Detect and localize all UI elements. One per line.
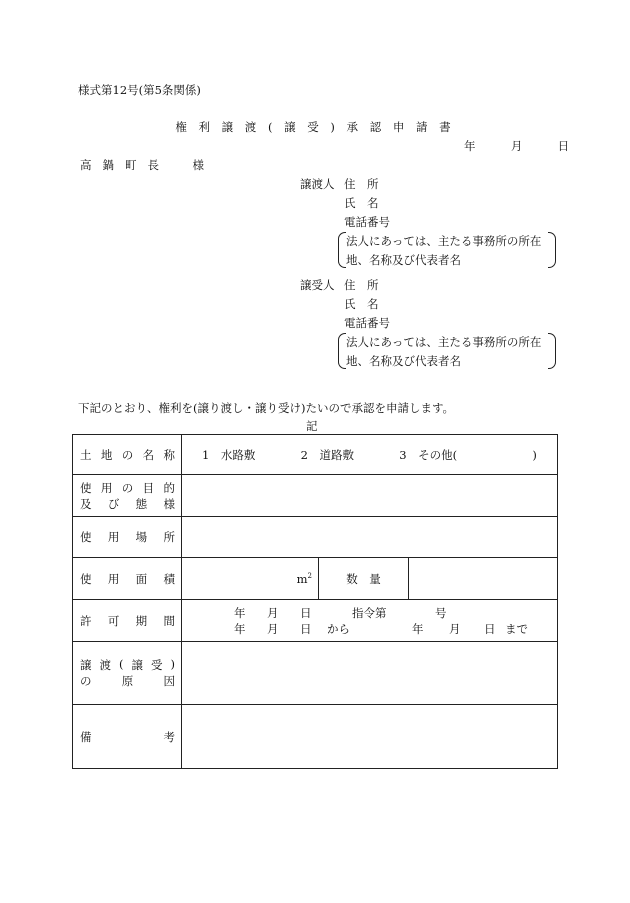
row-reason [73, 642, 558, 705]
remarks-right: 考 [163, 729, 175, 744]
assignee-corporate-note [338, 333, 556, 369]
period-day: 日 [300, 605, 312, 620]
option-other[interactable]: 3 その他( [399, 447, 458, 462]
request-sentence: 下記のとおり、権利を(譲り渡し・譲り受け)たいので承認を申請します。 [78, 401, 455, 415]
ki-heading: 記 [306, 419, 318, 433]
period-to-month: 月 [449, 621, 461, 636]
assignor-label: 譲渡人 [300, 177, 335, 191]
assignee-address-label: 住 所 [344, 278, 379, 292]
row-place [73, 517, 558, 558]
area-label: 使 用 面 積 [73, 558, 182, 600]
period-from-month: 月 [267, 621, 279, 636]
form-number: 様式第12号(第5条関係) [78, 83, 201, 97]
date-month: 月 [510, 139, 523, 153]
land-options[interactable] [182, 435, 558, 475]
assignor-address-label: 住 所 [344, 177, 379, 191]
assignor-note-line1: 法人にあっては、主たる事務所の所在 [346, 234, 542, 248]
quantity-field[interactable] [409, 558, 558, 600]
period-until: まで [505, 621, 528, 636]
date-line [464, 138, 569, 154]
remarks-label [73, 705, 182, 769]
assignee-phone-label: 電話番号 [344, 316, 390, 330]
land-name-label-text: 土 地 の 名 称 [80, 447, 175, 462]
place-label: 使 用 場 所 [73, 517, 182, 558]
period-field[interactable] [182, 600, 558, 642]
option-road[interactable]: 2 道路敷 [300, 447, 354, 462]
assignor-phone-label: 電話番号 [344, 215, 390, 229]
place-field[interactable] [182, 517, 558, 558]
purpose-label: 使 用 の 目 的 及 び 態 様 [73, 475, 182, 517]
period-to-year: 年 [412, 621, 424, 636]
period-from: から [327, 621, 350, 636]
assignor-note-line2: 地、名称及び代表者名 [346, 253, 461, 267]
assignee-note-line2: 地、名称及び代表者名 [346, 354, 461, 368]
area-unit: m [296, 571, 308, 586]
purpose-field[interactable] [182, 475, 558, 517]
assignee-label: 譲受人 [300, 278, 335, 292]
row-purpose [73, 475, 558, 517]
reason-label: 譲 渡 ( 譲 受 ) の 原 因 [73, 642, 182, 705]
row-area [73, 558, 558, 600]
date-year: 年 [464, 139, 476, 153]
period-year: 年 [234, 605, 246, 620]
assignor-name-label: 氏 名 [344, 196, 379, 210]
period-label: 許 可 期 間 [73, 600, 182, 642]
remarks-field[interactable] [182, 705, 558, 769]
option-waterway[interactable]: 1 水路敷 [202, 447, 256, 462]
quantity-label: 数 量 [319, 558, 409, 600]
reason-field[interactable] [182, 642, 558, 705]
area-unit-sup: 2 [307, 571, 312, 580]
period-from-year: 年 [234, 621, 246, 636]
row-remarks [73, 705, 558, 769]
period-order: 指令第 [352, 605, 387, 620]
assignee-note-line1: 法人にあっては、主たる事務所の所在 [346, 335, 542, 349]
assignee-name-label: 氏 名 [344, 297, 379, 311]
period-month: 月 [267, 605, 279, 620]
period-number: 号 [435, 605, 447, 620]
recipient: 高鍋町長 様 [80, 158, 215, 172]
area-field[interactable] [182, 558, 319, 600]
remarks-left: 備 [80, 729, 92, 744]
period-from-day: 日 [300, 621, 312, 636]
assignor-corporate-note [338, 232, 556, 268]
land-name-label [73, 435, 182, 475]
date-day: 日 [557, 139, 570, 153]
row-period [73, 600, 558, 642]
option-other-close: ) [532, 447, 537, 462]
document-title: 権 利 譲 渡 ( 譲 受 ) 承 認 申 請 書 [175, 120, 455, 134]
row-land-name [73, 435, 558, 475]
application-table [72, 434, 558, 769]
period-to-day: 日 [484, 621, 496, 636]
